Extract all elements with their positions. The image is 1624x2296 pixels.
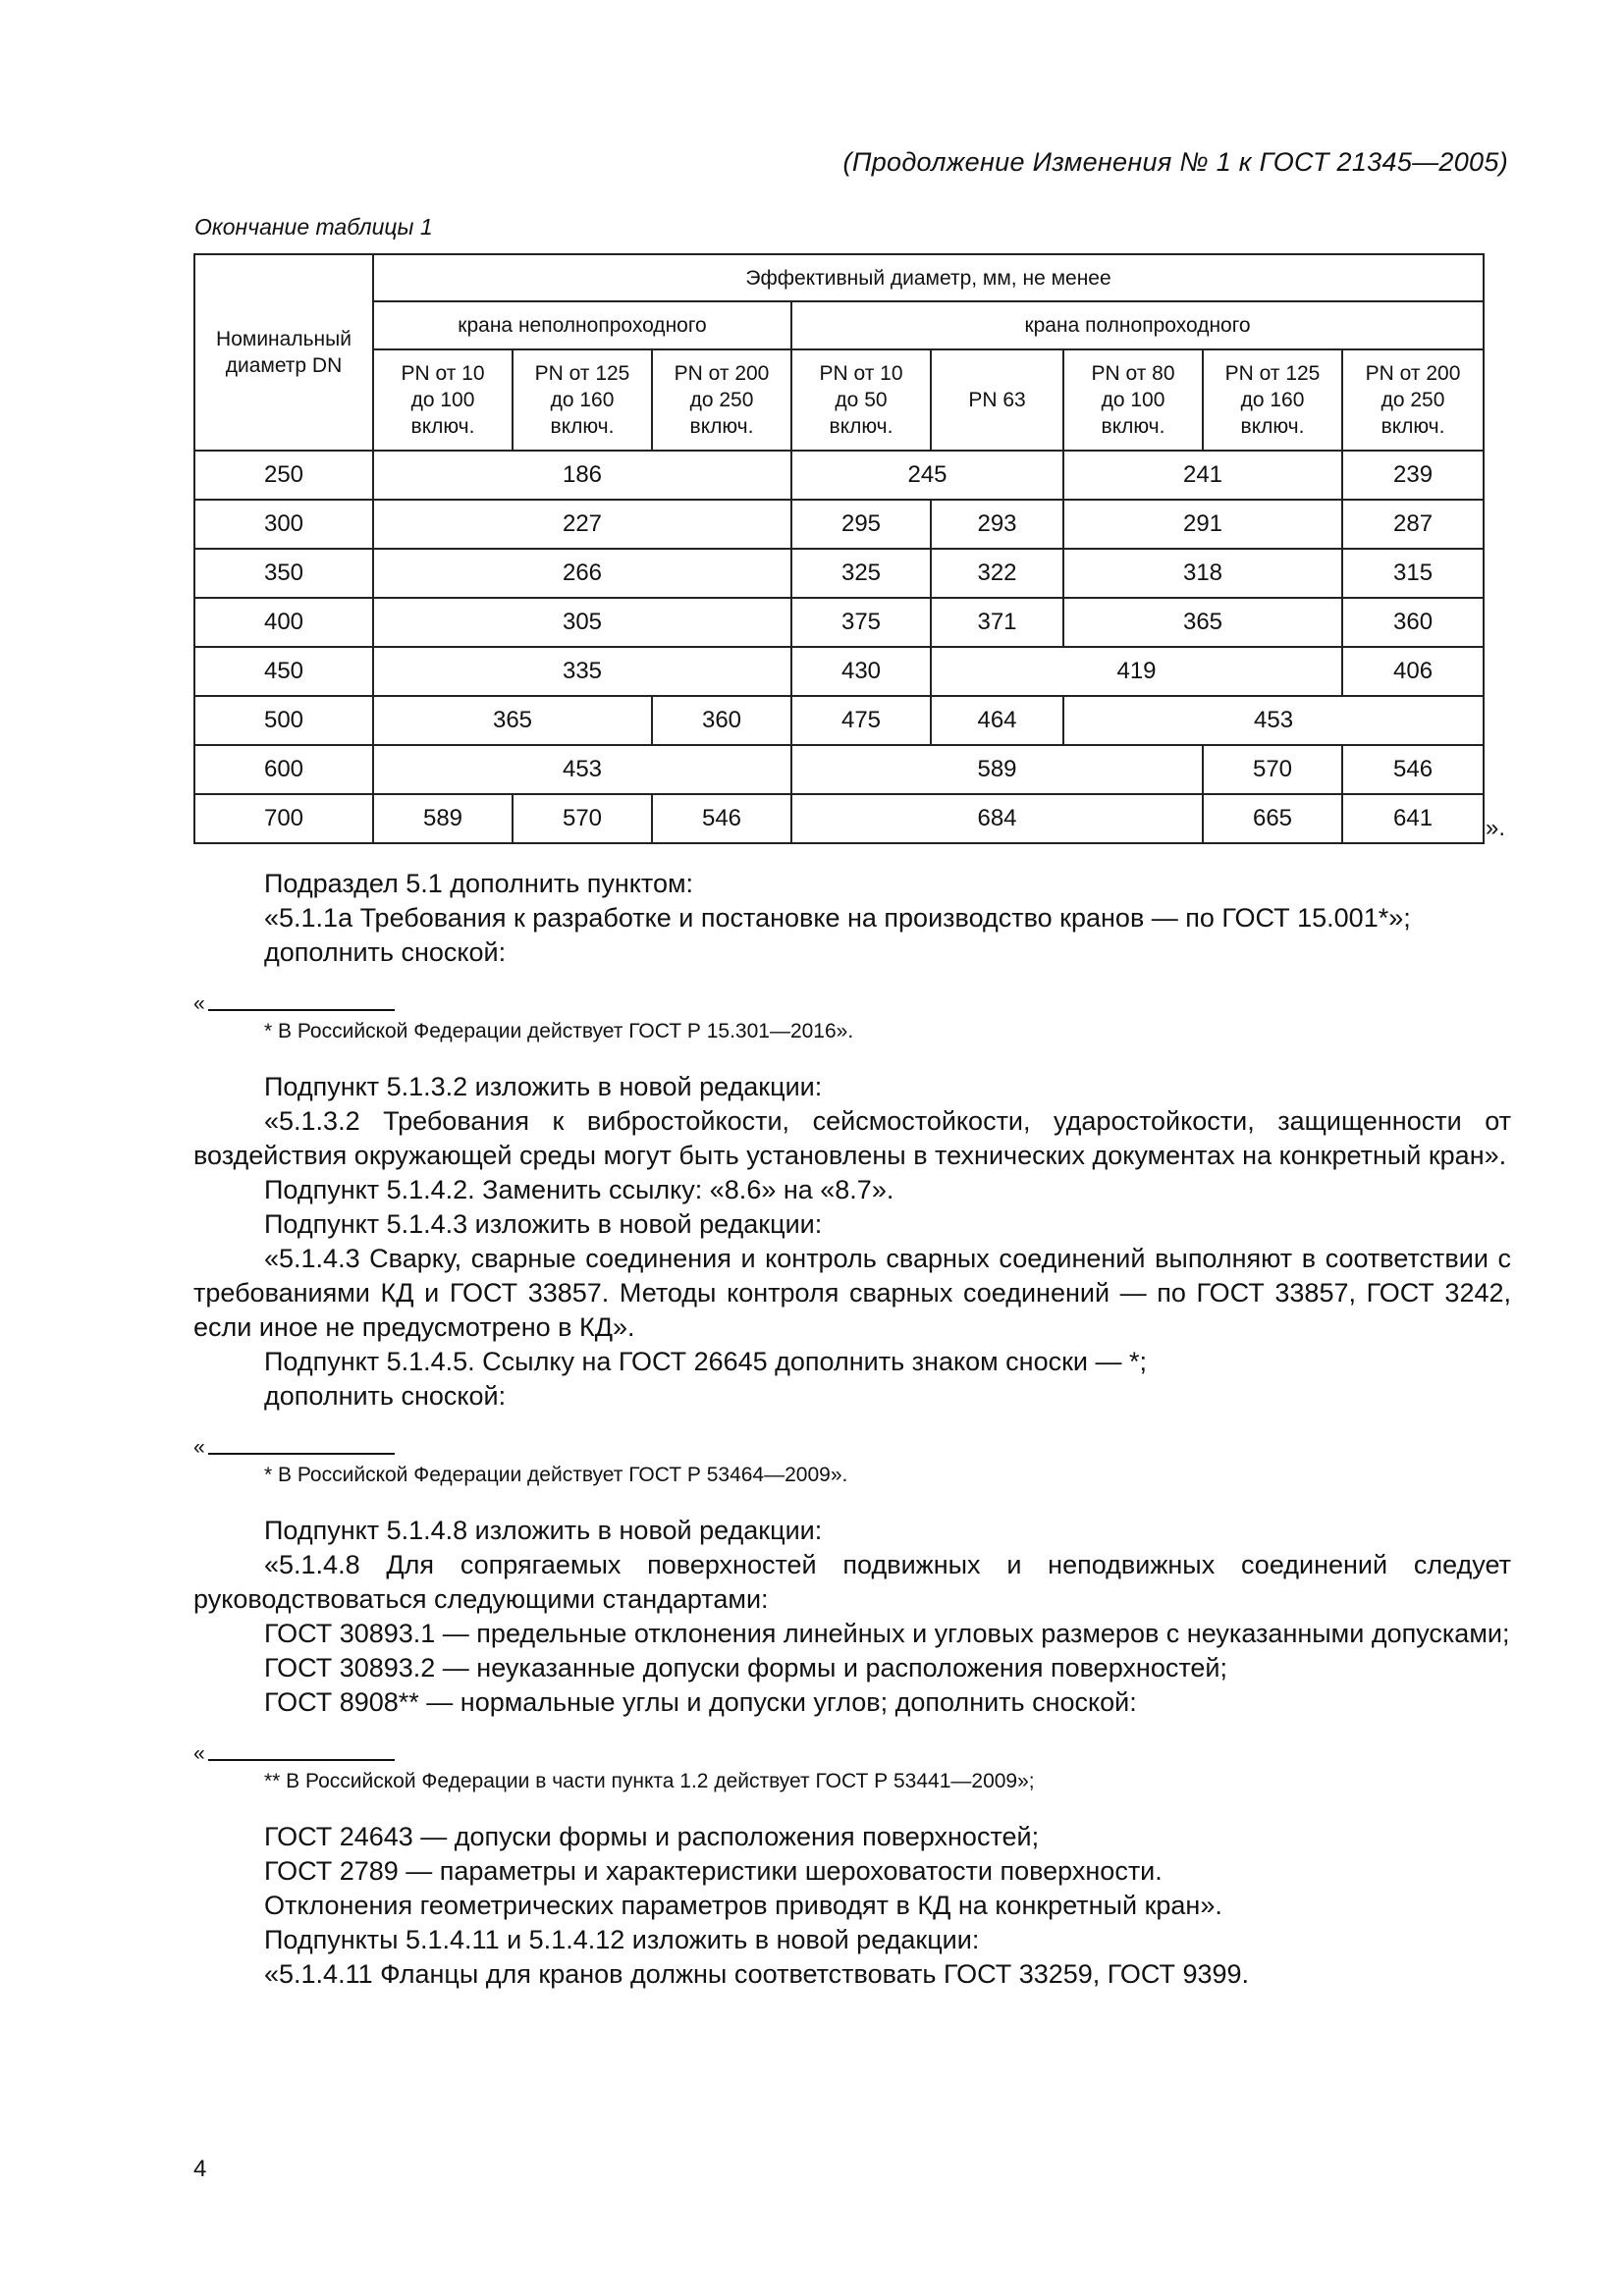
table-body [194,451,1484,843]
table-cell-dn: 400 [194,598,373,647]
table-cell-value: 589 [373,794,513,843]
paragraph: Подпункт 5.1.4.2. Заменить ссылку: «8.6» на «8.7». [264,1175,894,1204]
paragraph: дополнить сноской: [264,937,507,967]
table-cell-value: 360 [652,696,791,745]
table-cell-value: 406 [1342,647,1484,696]
table-cell-value: 227 [373,500,791,549]
table-cell-value: 186 [373,451,791,500]
table-cell-value: 295 [791,500,931,549]
table-cell-value: 570 [513,794,652,843]
table-row [194,647,1484,696]
paragraph: дополнить сноской: [264,1381,507,1411]
paragraph: Отклонения геометрических параметров приводят в КД на конкретный кран». [264,1891,1222,1920]
body-text [193,867,1511,1992]
paragraph: Подпункт 5.1.4.5. Ссылку на ГОСТ 26645 дополнить знаком сноски — *; [264,1347,1147,1376]
table-cell-value: 375 [791,598,931,647]
running-header: (Продолжение Изменения № 1 к ГОСТ 21345—2005) [842,147,1508,177]
table-row [194,451,1484,500]
footnote-block [193,993,1511,1048]
table-cell-value: 241 [1063,451,1342,500]
table-cell-dn: 450 [194,647,373,696]
table-cell-value: 335 [373,647,791,696]
table-cell-value: 464 [931,696,1063,745]
table-cell-value: 570 [1203,745,1342,794]
table-header-nominal-diameter: Номинальный диаметр DN [194,254,373,451]
paragraph: «5.1.4.8 Для сопрягаемых поверхностей подвижных и неподвижных соединений следует руководствоваться следующими стандартами: [193,1550,1511,1614]
table-row [194,500,1484,549]
table-cell-dn: 250 [194,451,373,500]
footnote-block [193,1743,1511,1798]
table-header-effective-diameter: Эффективный диаметр, мм, не менее [373,254,1484,301]
table-row [194,745,1484,794]
paragraph: ГОСТ 30893.1 — предельные отклонения линейных и угловых размеров с неуказанными допусками; [264,1619,1510,1648]
table-header-pn: PN от 10 до 50 включ. [791,349,931,451]
table-cell-dn: 600 [194,745,373,794]
footnote-rule [193,993,1511,1015]
table-row [194,549,1484,598]
paragraph: ГОСТ 2789 — параметры и характеристики шероховатости поверхности. [264,1856,1163,1886]
table-cell-value: 665 [1203,794,1342,843]
table-cell-value: 684 [791,794,1203,843]
table-cell-value: 365 [373,696,652,745]
table-header-pn: PN от 200 до 250 включ. [652,349,791,451]
table-header-pn: PN 63 [931,349,1063,451]
table-row [194,598,1484,647]
table-cell-value: 287 [1342,500,1484,549]
table-cell-value: 589 [791,745,1203,794]
table-cell-dn: 700 [194,794,373,843]
table-header-pn: PN от 200 до 250 включ. [1342,349,1484,451]
table-caption: Окончание таблицы 1 [194,214,433,240]
table-header-pn: PN от 125 до 160 включ. [1203,349,1342,451]
table-cell-value: 453 [373,745,791,794]
paragraph: «5.1.4.11 Фланцы для кранов должны соответствовать ГОСТ 33259, ГОСТ 9399. [264,1959,1250,1989]
table-header-partial-bore: крана неполнопроходного [373,301,791,349]
footnote-open-quote: « [193,992,205,1015]
table-row [194,794,1484,843]
footnote-rule [193,1743,1511,1765]
table-cell-value: 291 [1063,500,1342,549]
table-cell-value: 315 [1342,549,1484,598]
table-cell-value: 546 [652,794,791,843]
table-cell-value: 365 [1063,598,1342,647]
table-header-pn: PN от 80 до 100 включ. [1063,349,1203,451]
paragraph: ГОСТ 8908** — нормальные углы и допуски углов; дополнить сноской: [264,1687,1137,1717]
table-cell-dn: 350 [194,549,373,598]
paragraph: «5.1.3.2 Требования к вибростойкости, сейсмостойкости, ударостойкости, защищенности от воздействия окружающей среды могут быть установлены в технических документах на конкретный кран». [193,1106,1511,1170]
paragraph: Подпункт 5.1.3.2 изложить в новой редакции: [264,1072,823,1101]
table-cell-value: 419 [931,647,1342,696]
table-header-full-bore: крана полнопроходного [791,301,1484,349]
table-cell-value: 325 [791,549,931,598]
table-cell-value: 318 [1063,549,1342,598]
paragraph: «5.1.1а Требования к разработке и постановке на производство кранов — по ГОСТ 15.001*»; [264,903,1411,933]
table-closing-quote: ». [1486,815,1506,841]
paragraph: Подраздел 5.1 дополнить пунктом: [264,869,694,898]
footnote-text: * В Российской Федерации действует ГОСТ Р 53464—2009». [264,1464,848,1486]
effective-diameter-table [193,253,1485,844]
footnote-open-quote: « [193,1436,205,1459]
table-cell-value: 266 [373,549,791,598]
table-cell-value: 245 [791,451,1063,500]
table-row [194,696,1484,745]
table-cell-value: 546 [1342,745,1484,794]
table-header-pn: PN от 10 до 100 включ. [373,349,513,451]
table-cell-dn: 300 [194,500,373,549]
paragraph: ГОСТ 30893.2 — неуказанные допуски формы и расположения поверхностей; [264,1653,1228,1682]
footnote-text: ** В Российской Федерации в части пункта 1.2 действует ГОСТ Р 53441—2009»; [264,1770,1035,1792]
table-cell-value: 322 [931,549,1063,598]
paragraph: Подпункт 5.1.4.8 изложить в новой редакции: [264,1516,823,1545]
table-cell-value: 360 [1342,598,1484,647]
table-cell-value: 430 [791,647,931,696]
paragraph: Подпункты 5.1.4.11 и 5.1.4.12 изложить в новой редакции: [264,1925,980,1954]
table-cell-value: 293 [931,500,1063,549]
page-number: 4 [193,2156,207,2182]
table-cell-value: 453 [1063,696,1484,745]
table-cell-value: 239 [1342,451,1484,500]
table-cell-value: 641 [1342,794,1484,843]
table-cell-value: 305 [373,598,791,647]
table-cell-dn: 500 [194,696,373,745]
table-cell-value: 475 [791,696,931,745]
table-cell-value: 371 [931,598,1063,647]
footnote-text: * В Российской Федерации действует ГОСТ Р 15.301—2016». [264,1020,854,1042]
paragraph: «5.1.4.3 Сварку, сварные соединения и контроль сварных соединений выполняют в соответствии с требованиями КД и ГОСТ 33857. Методы контроля сварных соединений — по ГОСТ 33857, ГОСТ 3242, если иное не предусмотрено в КД». [193,1244,1511,1342]
footnote-rule [193,1437,1511,1459]
paragraph: ГОСТ 24643 — допуски формы и расположения поверхностей; [264,1822,1040,1851]
footnote-block [193,1437,1511,1492]
table-header-pn: PN от 125 до 160 включ. [513,349,652,451]
paragraph: Подпункт 5.1.4.3 изложить в новой редакции: [264,1209,823,1239]
footnote-open-quote: « [193,1742,205,1765]
